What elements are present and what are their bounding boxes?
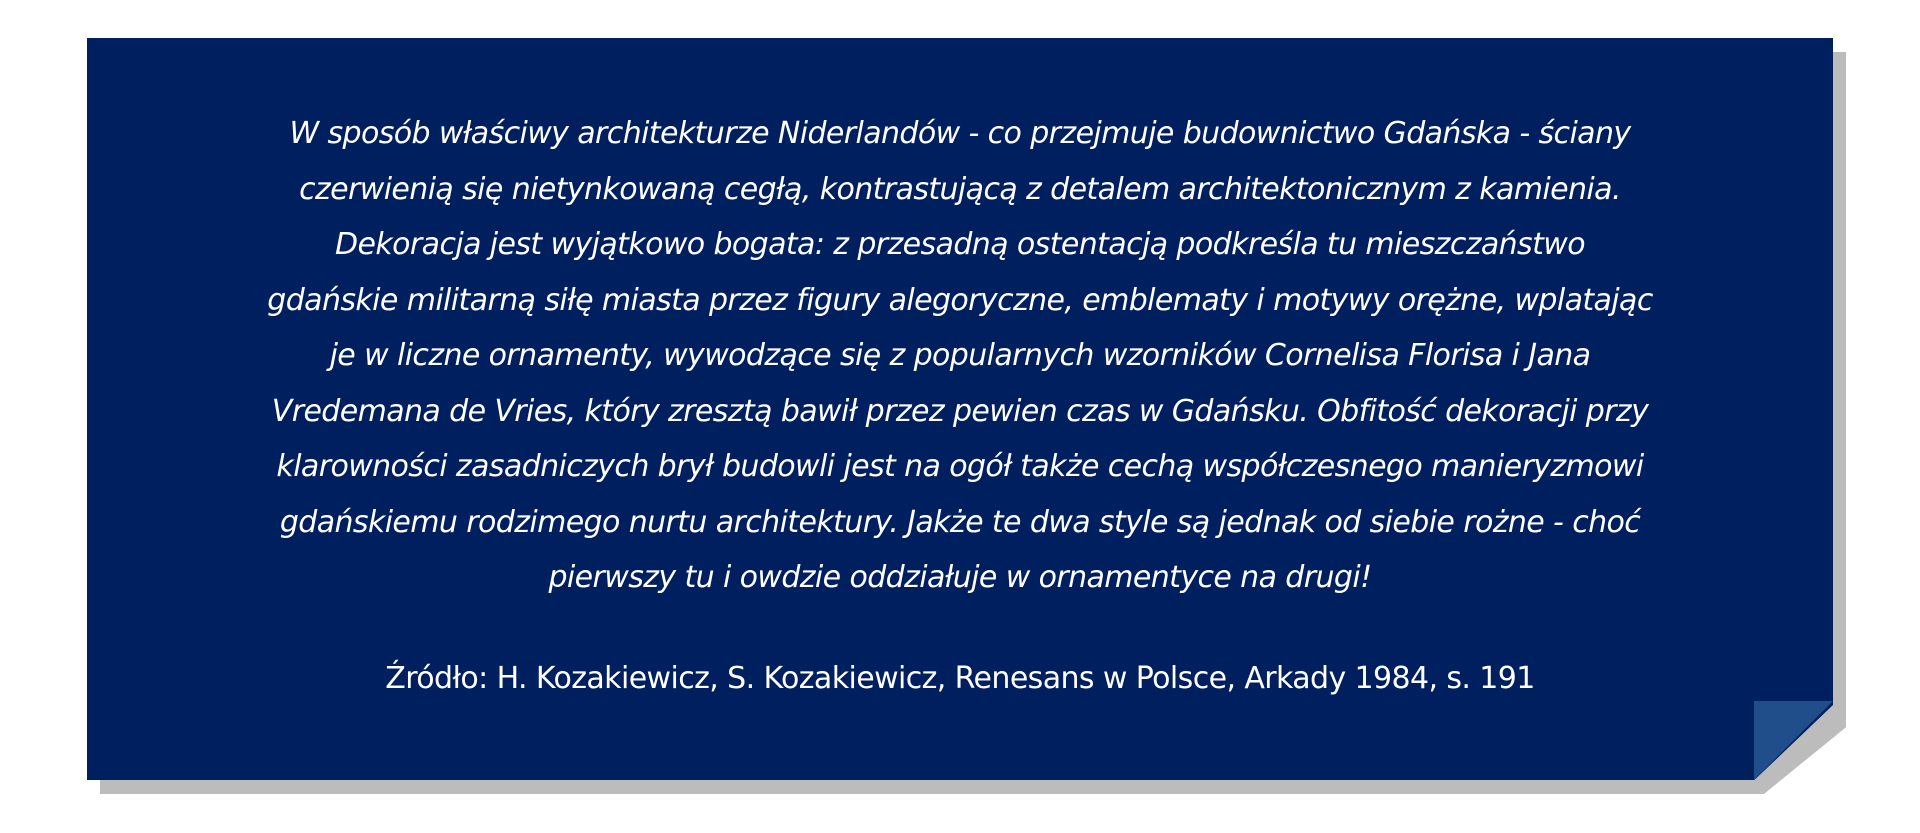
quote-line: pierwszy tu i owdzie oddziałuje w ornamentyce na drugi!: [548, 560, 1372, 595]
source-citation: Źródło: H. Kozakiewicz, S. Kozakiewicz, Renesans w Polsce, Arkady 1984, s. 191: [385, 661, 1535, 696]
quote-line: gdańskie militarną siłę miasta przez figury alegoryczne, emblematy i motywy orężne, wplatając: [267, 282, 1653, 318]
page-curl-fold: [1754, 701, 1833, 780]
quote-line: W sposób właściwy architekturze Niderlandów - co przejmuje budownictwo Gdańska - ściany: [289, 116, 1631, 151]
quote-line: je w liczne ornamenty, wywodzące się z popularnych wzorników Cornelisa Florisa i Jana: [329, 338, 1591, 373]
quote-line: gdańskiemu rodzimego nurtu architektury. Jakże te dwa style są jednak od siebie rożne - choć: [279, 504, 1641, 540]
quote-line: Vredemana de Vries, który zresztą bawił przez pewien czas w Gdańsku. Obfitość dekoracji przy: [271, 393, 1649, 429]
quote-line: Dekoracja jest wyjątkowo bogata: z przesadną ostentacją podkreśla tu mieszczaństwo: [335, 227, 1585, 262]
quote-line: klarowności zasadniczych brył budowli jest na ogół także cechą współczesnego manieryzmowi: [276, 449, 1644, 484]
quote-line: czerwienią się nietynkowaną cegłą, kontrastującą z detalem architektonicznym z kamienia.: [299, 171, 1621, 207]
quote-text: [87, 106, 1833, 606]
